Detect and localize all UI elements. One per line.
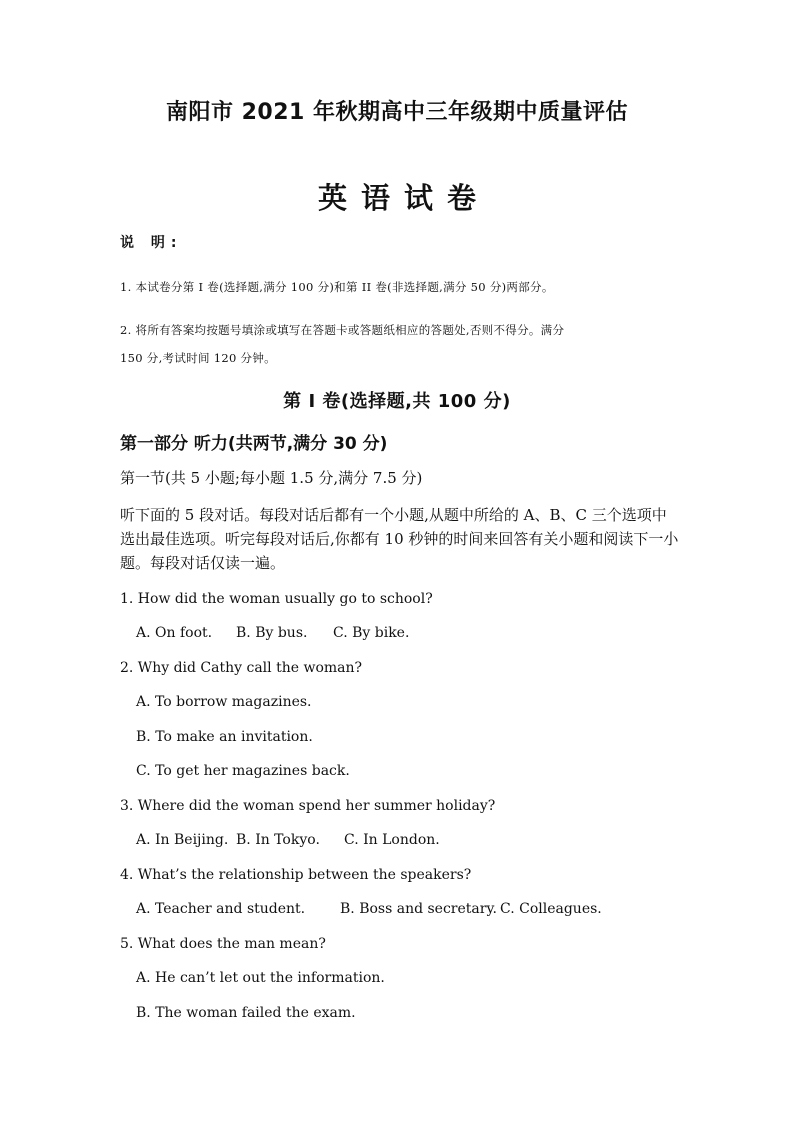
exam-title: 南阳市 2021 年秋期高中三年级期中质量评估: [165, 100, 629, 125]
question-4-option-c: C. Colleagues.: [500, 901, 602, 917]
question-5-option-a: A. He can’t let out the information.: [136, 970, 385, 986]
question-2-option-a: A. To borrow magazines.: [136, 694, 312, 710]
part-title: 第一部分 听力(共两节,满分 30 分): [120, 434, 388, 454]
exam-subject: 英语试卷: [317, 181, 490, 215]
question-5-option-b: B. The woman failed the exam.: [136, 1005, 356, 1021]
question-2-stem: 2. Why did Cathy call the woman?: [120, 660, 363, 676]
section-directions: 听下面的 5 段对话。每段对话后都有一个小题,从题中所给的 A、B、C 三个选项中选出最佳选项。听完每段对话后,你都有 10 秒钟的时间来回答有关小题和阅读下一小题。每段对话仅读一遍。: [120, 506, 679, 572]
note-item-2-line-1: 2. 将所有答案均按题号填涂或填写在答题卡或答题纸相应的答题处,否则不得分。满分: [120, 323, 565, 337]
question-2-option-b: B. To make an invitation.: [136, 729, 313, 745]
question-3-option-c: C. In London.: [344, 832, 440, 848]
section-heading: 第一节(共 5 小题;每小题 1.5 分,满分 7.5 分): [120, 469, 423, 487]
question-3-option-a: A. In Beijing.: [136, 832, 229, 848]
volume-title: 第 I 卷(选择题,共 100 分): [283, 391, 511, 412]
note-item-1: 1. 本试卷分第 I 卷(选择题,满分 100 分)和第 II 卷(非选择题,满分 50 分)两部分。: [120, 280, 554, 294]
question-1-option-b: B. By bus.: [236, 625, 308, 641]
note-item-2-line-2: 150 分,考试时间 120 分钟。: [120, 351, 276, 365]
question-1-option-a: A. On foot.: [136, 625, 213, 641]
question-1-stem: 1. How did the woman usually go to school?: [120, 591, 433, 607]
notes-label: 说 明:: [120, 235, 183, 251]
question-4-option-a: A. Teacher and student.: [136, 901, 306, 917]
question-1-option-c: C. By bike.: [333, 625, 410, 641]
question-4-stem: 4. What’s the relationship between the speakers?: [120, 867, 472, 883]
question-4-option-b: B. Boss and secretary.: [340, 901, 497, 917]
question-3-stem: 3. Where did the woman spend her summer holiday?: [120, 798, 496, 814]
question-2-option-c: C. To get her magazines back.: [136, 763, 350, 779]
question-5-stem: 5. What does the man mean?: [120, 936, 326, 952]
question-3-option-b: B. In Tokyo.: [236, 832, 320, 848]
